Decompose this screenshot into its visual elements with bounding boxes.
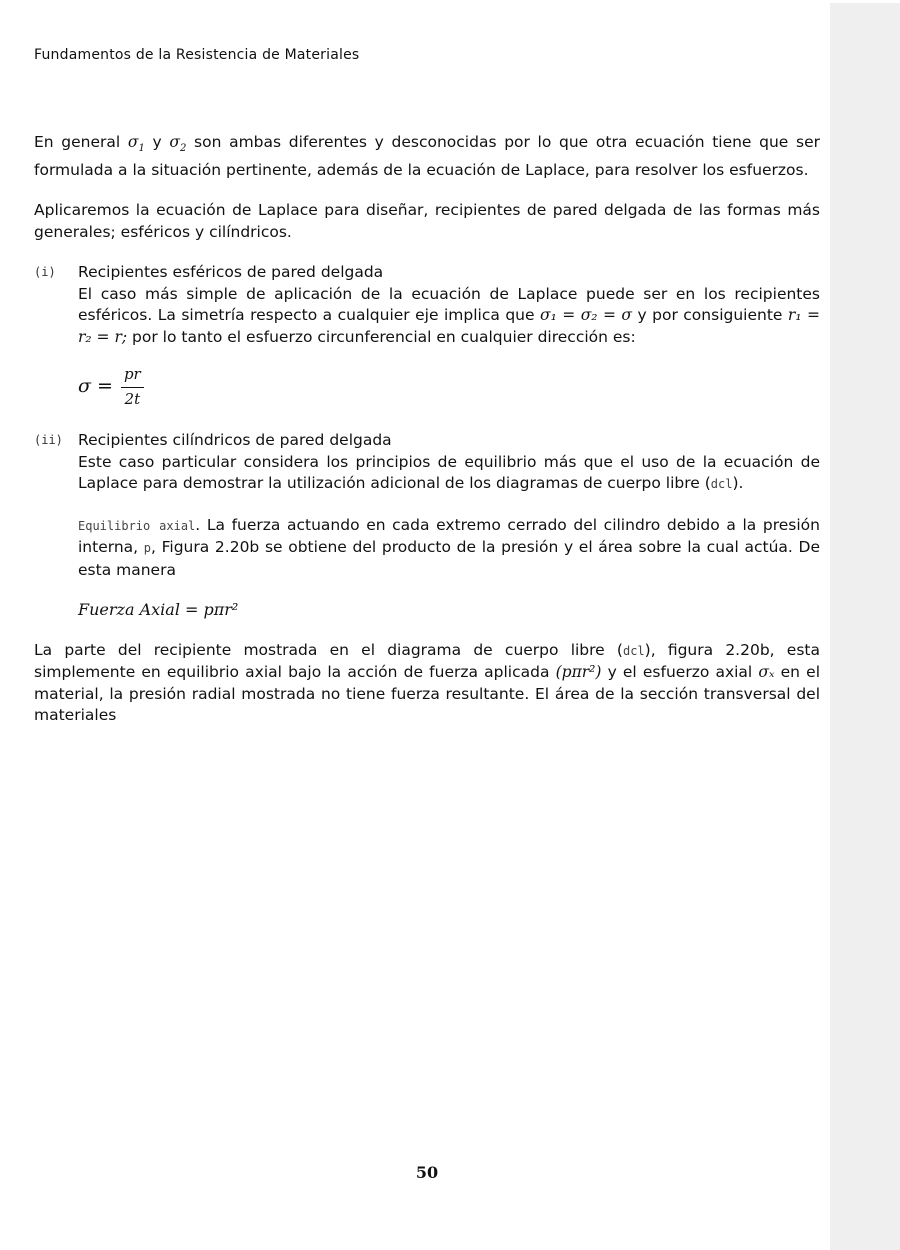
item-title-cylindrical: Recipientes cilíndricos de pared delgada: [78, 431, 392, 450]
item-label-ii: (ii): [34, 433, 63, 448]
dcl-abbrev-final: dcl: [622, 643, 645, 658]
pressure-symbol: p: [143, 541, 152, 556]
right-gray-margin: [830, 3, 900, 1250]
equation-radius-equal: r₁ = r₂ = r;: [78, 306, 821, 346]
fraction-denominator: 2t: [124, 389, 141, 408]
item-spherical: (i) Recipientes esféricos de pared delgada El caso más simple de aplicación de la ecuación de Laplace puede ser en los recipientes esféricos. La simetría respecto a cualquier eje implica que σ₁ = σ₂ = σ y por consiguiente r₁ = r₂ = r; por lo tanto el esfuerzo circunferencial en cualquier dirección es: σ = $\frac{pr}{2t}$: [34, 262, 820, 410]
sigma-2: $\sigma_2$: [169, 133, 187, 155]
item-cylindrical: (ii) Recipientes cilíndricos de pared delgada Este caso particular considera los principios de equilibrio más que el uso de la ecuación de Laplace para demostrar la utilización adicional de los diagramas de cuerpo libre (dcl). Equilibrio axial. La fuerza actuando en cada extremo cerrado del cilindro debido a la presión interna, p, Figura 2.20b se obtiene del producto de la presión y el área sobre la cual actúa. De esta manera Fuerza Axial = pπr²: [34, 431, 820, 620]
sigma-1: $\sigma_1$: [127, 133, 145, 155]
body-content: [34, 132, 820, 746]
paragraph-final: La parte del recipiente mostrada en el diagrama de cuerpo libre (dcl), figura 2.20b, esta simplemente en equilibrio axial bajo la acción de fuerza aplicada (pπr²) y el esfuerzo axial σₓ en el material, la presión radial mostrada no tiene fuerza resultante. El área de la sección transversal del materiales: [34, 640, 821, 725]
running-header: Fundamentos de la Resistencia de Materiales: [34, 47, 360, 63]
fraction: [121, 364, 144, 410]
fraction-numerator: pr: [121, 364, 144, 388]
page-number: 50: [415, 1163, 439, 1182]
axial-equilibrium-paragraph: Equilibrio axial. La fuerza actuando en cada extremo cerrado del cilindro debido a la presión interna, p, Figura 2.20b se obtiene del producto de la presión y el área sobre la cual actúa. De esta manera: [78, 515, 820, 579]
axial-stress-symbol: σₓ: [758, 663, 775, 682]
paragraph-apply: Aplicaremos la ecuación de Laplace para diseñar, recipientes de pared delgada de las formas más generales; esféricos y cilíndricos.: [34, 201, 820, 241]
equation-sigma-equal: σ₁ = σ₂ = σ: [540, 306, 633, 325]
axial-heading: Equilibrio axial: [78, 518, 196, 533]
applied-force-expr: (pπr²): [555, 663, 602, 682]
hoop-stress-formula: σ = $\frac{pr}{2t}$: [78, 364, 820, 410]
dcl-abbrev: dcl: [710, 477, 733, 492]
item-title-spherical: Recipientes esféricos de pared delgada: [78, 263, 384, 282]
axial-force-formula: Fuerza Axial = pπr²: [78, 600, 239, 620]
item-label-i: (i): [34, 265, 56, 280]
paragraph-general: En general $\sigma_1$ y $\sigma_2$ son ambas diferentes y desconocidas por lo que otra ecuación tiene que ser formulada a la situación pertinente, además de la ecuación de Laplace, para resolver los esfuerzos.: [34, 133, 821, 179]
